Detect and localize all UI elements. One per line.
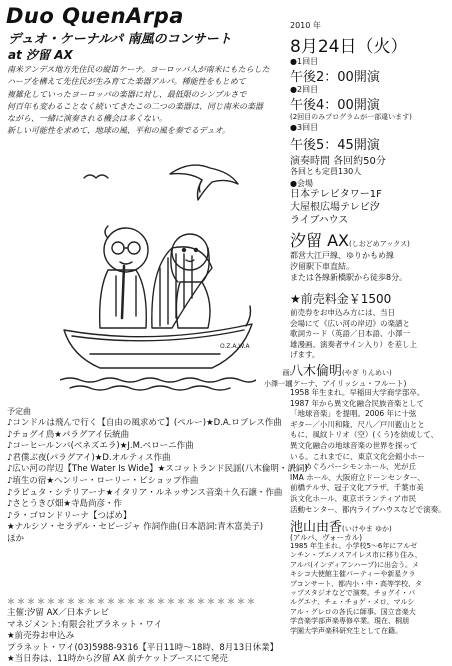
building-line: 日本テレビタワー1F xyxy=(290,189,382,200)
intro-line: ハープを構えて先住民が生み育てた楽器アルパ。種能性をもとめて xyxy=(7,77,246,87)
illustration-credit xyxy=(254,368,292,390)
intro-line: 新しい可能性を求めて、地球の風、平和の風を奏でるデュオ。 xyxy=(7,126,230,136)
program-item: ほか xyxy=(7,533,25,544)
bio-line: 活動センター、都内ライブハウスなどで演奏。 xyxy=(290,504,446,514)
star-divider: ＊＊＊＊＊＊＊＊＊＊＊＊＊＊＊＊＊＊＊＊＊＊＊＊＊ xyxy=(7,597,257,606)
performer-1-heading xyxy=(290,360,448,379)
program-item: ♪広い河の岸辺【The Water Is Wide】★スコットランド民謡(八木倫明・訳詞) xyxy=(7,464,308,475)
management-line: マネジメント:有限会社プラネット・ワイ xyxy=(7,619,163,630)
event-year: 2010 年 xyxy=(290,21,321,30)
session-2-note: (2回目のみプログラムが一部違います) xyxy=(290,113,412,121)
performer-2-kana: (いけやま ゆか) xyxy=(342,525,392,533)
capacity-text: 各回とも定員130人 xyxy=(290,167,362,176)
ticket-heading: ★前売券お申込み xyxy=(7,631,75,642)
price-note-line: 前売券をお申込み方には、当日 xyxy=(290,308,395,317)
program-item: ♪ラピュタ・シテリアーナ★イタリア・ルネッサンス音楽＋久石譲・作曲 xyxy=(7,487,283,498)
bio-line: ギター／小川和隆、尺八／戸川藍山とと xyxy=(290,419,425,429)
bio-line: アルパ(インディアンハープ)に出会う。メ xyxy=(290,560,420,569)
bio-line: 1985 年生まれ。小学校5〜6年にアルゼ xyxy=(290,542,418,550)
bio-line: 浜文化ホール、東京ボランティア市民 xyxy=(290,493,417,503)
bio-line: 1958 年生まれ。早稲田大学商学部卒。 xyxy=(290,388,425,397)
session-3-time: 午後5：45開演 xyxy=(290,138,380,153)
venue-name-block xyxy=(290,228,448,251)
bio-line: アル・グレロの各氏に師事。国立音楽大 xyxy=(290,607,416,616)
program-item: ♪さとうきび畑★寺島尚彦・作 xyxy=(7,499,123,510)
bio-line: 「地球音楽」を提唱。2006 年に十弦 xyxy=(290,409,417,419)
bio-line: ルグエナ、チェ・チョゲ・メロ、マルシ xyxy=(290,598,415,607)
building-line: 大屋根広場テレビ汐 xyxy=(290,202,380,213)
session-2-label: ●2回目 xyxy=(290,85,319,94)
bio-line: 異文化融合の地球音楽の世界を探って xyxy=(290,440,418,450)
intro-line: 複雑化していったヨーロッパの楽器に対し、最低限のシンプルさで xyxy=(7,89,247,99)
program-item: ♪チョグイ鳥★パラグアイ伝統曲 xyxy=(7,429,130,440)
concert-subtitle: デュオ・ケーナルパ 南風のコンサート xyxy=(8,32,232,47)
performer-2-role: (アルパ、ヴォーカル) xyxy=(290,533,363,542)
duration-text: 演奏時間 各回約50分 xyxy=(290,156,386,167)
bio-line: IMA ホール、大阪府立ドーンセンター、 xyxy=(290,472,425,482)
event-date: 8月24日（火） xyxy=(290,37,408,57)
performer-2-bio xyxy=(290,542,448,636)
duo-boat-illustration xyxy=(60,158,256,394)
illustrator-signature: O.Z.A.W.A xyxy=(220,343,250,350)
price-note-line: げます。 xyxy=(290,350,320,360)
bio-line: 学園大学声楽科研究生として在籍。 xyxy=(290,626,402,635)
bio-line: ブコンサート、都内小・中・高等学校、タ xyxy=(290,579,423,588)
intro-line: 何百年も変わることなく続いてきたこの二つの楽器は、同じ南米の楽器 xyxy=(7,101,263,111)
bio-line: いる。これまでに、東京文化会館小ホー xyxy=(290,451,425,461)
advance-price: ★前売料金￥1500 xyxy=(290,292,392,306)
access-line: または各線新橋駅から徒歩8分。 xyxy=(290,273,408,282)
footer-info xyxy=(7,608,307,666)
price-note-line: 会場にて《広い河の岸辺》の楽譜と xyxy=(290,318,410,328)
session-1-label: ●1回目 xyxy=(290,57,319,66)
session-3-label: ●3回目 xyxy=(290,123,319,132)
bio-line: ップスタジオなどで演奏。チョグイ・パ xyxy=(290,589,416,598)
intro-line: ながら、一緒に演奏される機会は多くない。 xyxy=(7,114,167,124)
bio-line: 学音楽学部声楽専修卒業。現在、桐朋 xyxy=(290,617,409,626)
program-list xyxy=(7,418,307,546)
venue-label: ●会場 xyxy=(290,179,313,188)
venue-building xyxy=(290,188,448,227)
program-item: ♪埴生の宿★ヘンリー・ローリー・ビショップ作曲 xyxy=(7,475,199,486)
program-item: ★ナルシソ・セラデル・セビージャ 作詞作曲(日本語詞:青木富美子) xyxy=(7,522,264,533)
venue-name: 汐留 AX xyxy=(290,231,349,250)
access-line: 汐留駅下車直結。 xyxy=(290,262,354,271)
organizer-line: 主催:汐留 AX／日本テレビ xyxy=(7,608,110,618)
intro-line: 南米アンデス地方先住民の縦笛ケーナ。ヨーロッパ人が南米にもたらした xyxy=(7,65,270,74)
performer-2-name: 池山由香 xyxy=(290,520,343,535)
venue-line: at 汐留 AX xyxy=(8,48,73,62)
program-item: ♪ラ・ゴロンドリーナ【つばめ】 xyxy=(7,510,132,521)
bio-line: ル、めぐろパーシモンホール、光が丘 xyxy=(290,462,416,472)
performer-1-name: 八木倫明 xyxy=(290,364,343,379)
performer-1-role: (ケーナ、アイリッシュ・フルート) xyxy=(290,379,407,388)
concert-title: Duo QuenArpa xyxy=(6,4,184,28)
price-note-line: 雄漫画、演奏者サイン入り）を差し上 xyxy=(290,339,417,349)
session-2-time: 午後4：00開演 xyxy=(290,98,380,113)
credit-artist: 小澤一雄 xyxy=(264,380,292,388)
access-info xyxy=(290,250,448,283)
bio-line: もに、風紋トリオ（空）(くう)を結成して、 xyxy=(290,430,439,440)
bio-line: ンチン・ブエノスアイレス市に移り住み、 xyxy=(290,551,422,560)
program-heading: 予定曲 xyxy=(7,407,31,416)
performer-1-bio xyxy=(290,388,448,515)
price-note xyxy=(290,308,448,361)
ticket-phone: プラネット・ワイ(03)5988-9316【平日11時〜18時、8月13日休業】 xyxy=(7,642,279,653)
session-1-time: 午後2：00開演 xyxy=(290,70,380,85)
price-note-line: 歌詞カード（英語／日本語、小澤一 xyxy=(290,329,410,339)
program-item: ♪コーヒールンバ(ベネズエラ)★J.M.ペローニ作曲 xyxy=(7,441,194,452)
performer-1-kana: (やぎ りんめい) xyxy=(342,369,392,377)
credit-label: 画: xyxy=(282,369,292,377)
bio-line: 1987 年から異文化融合民族音楽として xyxy=(290,398,424,408)
bio-line: 前橋テルサ、冠子文化プラザ、千葉市美 xyxy=(290,483,424,493)
intro-text xyxy=(7,64,287,138)
door-ticket-note: ★当日券は、11時から汐留 AX 前チケットブースにて発売 xyxy=(7,654,228,665)
venue-kana: (しおどめアックス) xyxy=(349,240,410,248)
bio-line: キシコ大使館主催パーティーや新星クラ xyxy=(290,570,416,579)
program-item: ♪君僕ぶ夜(パラグアイ)★D.オルティス作曲 xyxy=(7,452,171,463)
program-item: ♪コンドルは飛んで行く【自由の風求めて】(ペルー)★D.A.ロブレス作曲 xyxy=(7,418,282,428)
access-line: 都営大江戸線、ゆりかもめ線 xyxy=(290,251,394,260)
building-line: ライブハウス xyxy=(290,215,349,226)
